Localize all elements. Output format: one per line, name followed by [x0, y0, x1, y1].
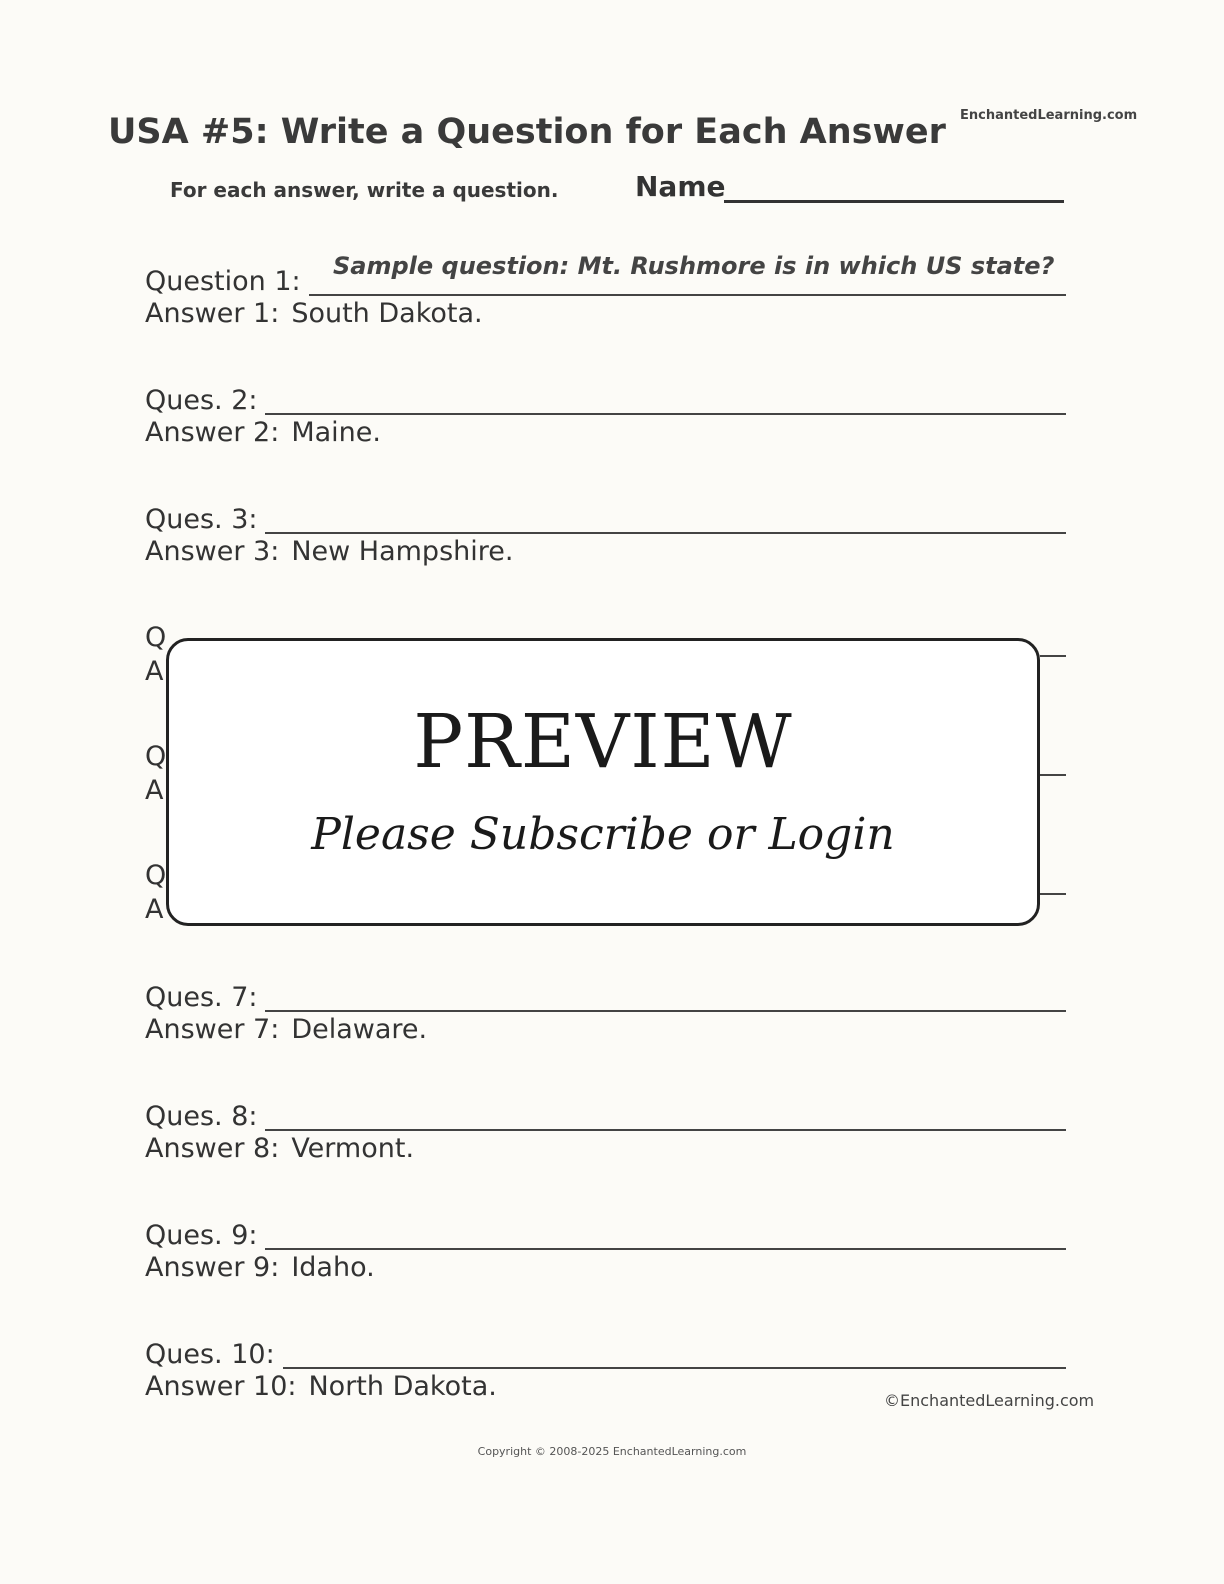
hidden-question-line — [1040, 774, 1066, 776]
answer-label: Answer 2: — [145, 417, 280, 448]
qa-item-2 — [145, 381, 1066, 451]
qa-item-7 — [145, 978, 1066, 1048]
qa-item-3 — [145, 500, 1066, 570]
question-line — [265, 1248, 1066, 1250]
question-line — [265, 1129, 1066, 1131]
qa-item-8 — [145, 1097, 1066, 1167]
question-label: Question 1: — [145, 266, 301, 297]
hidden-question-line — [1040, 893, 1066, 895]
answer-label: Answer 9: — [145, 1252, 280, 1283]
hidden-answer-fragment: A — [145, 656, 164, 687]
subscribe-login-link[interactable]: Please Subscribe or Login — [311, 809, 895, 860]
answer-label: Answer 3: — [145, 536, 280, 567]
name-line — [724, 200, 1064, 203]
question-label: Ques. 8: — [145, 1101, 258, 1132]
answer-value: North Dakota. — [308, 1371, 497, 1402]
sample-question: Sample question: Mt. Rushmore is in which US state? — [333, 252, 1055, 280]
name-label: Name — [635, 170, 726, 203]
answer-label: Answer 7: — [145, 1014, 280, 1045]
qa-item-1 — [145, 262, 1066, 332]
answer-label: Answer 1: — [145, 298, 280, 329]
question-label: Ques. 7: — [145, 982, 258, 1013]
answer-label: Answer 8: — [145, 1133, 280, 1164]
hidden-question-fragment: Q — [145, 741, 167, 772]
preview-overlay[interactable] — [166, 638, 1040, 926]
watermark-text: ©EnchantedLearning.com — [884, 1391, 1095, 1410]
question-label: Ques. 3: — [145, 504, 258, 535]
instructions: For each answer, write a question. — [170, 178, 559, 202]
footer-copyright: Copyright © 2008-2025 EnchantedLearning.com — [477, 1445, 747, 1458]
answer-value: New Hampshire. — [291, 536, 514, 567]
qa-item-9 — [145, 1216, 1066, 1286]
hidden-question-fragment: Q — [145, 860, 167, 891]
site-name: EnchantedLearning.com — [960, 108, 1138, 123]
preview-title: PREVIEW — [413, 699, 793, 785]
question-line — [283, 1367, 1066, 1369]
question-line — [265, 413, 1066, 415]
answer-value: Vermont. — [291, 1133, 415, 1164]
hidden-question-line — [1040, 655, 1066, 657]
answer-value: Idaho. — [291, 1252, 375, 1283]
answer-label: Answer 10: — [145, 1371, 297, 1402]
question-label: Ques. 10: — [145, 1339, 275, 1370]
question-label: Ques. 2: — [145, 385, 258, 416]
hidden-question-fragment: Q — [145, 622, 167, 653]
question-label: Ques. 9: — [145, 1220, 258, 1251]
question-line — [265, 532, 1066, 534]
question-line — [309, 294, 1066, 296]
page-title: USA #5: Write a Question for Each Answer — [108, 112, 946, 152]
answer-value: Maine. — [291, 417, 381, 448]
hidden-answer-fragment: A — [145, 894, 164, 925]
answer-value: Delaware. — [291, 1014, 428, 1045]
question-line — [265, 1010, 1066, 1012]
answer-value: South Dakota. — [291, 298, 483, 329]
hidden-answer-fragment: A — [145, 775, 164, 806]
